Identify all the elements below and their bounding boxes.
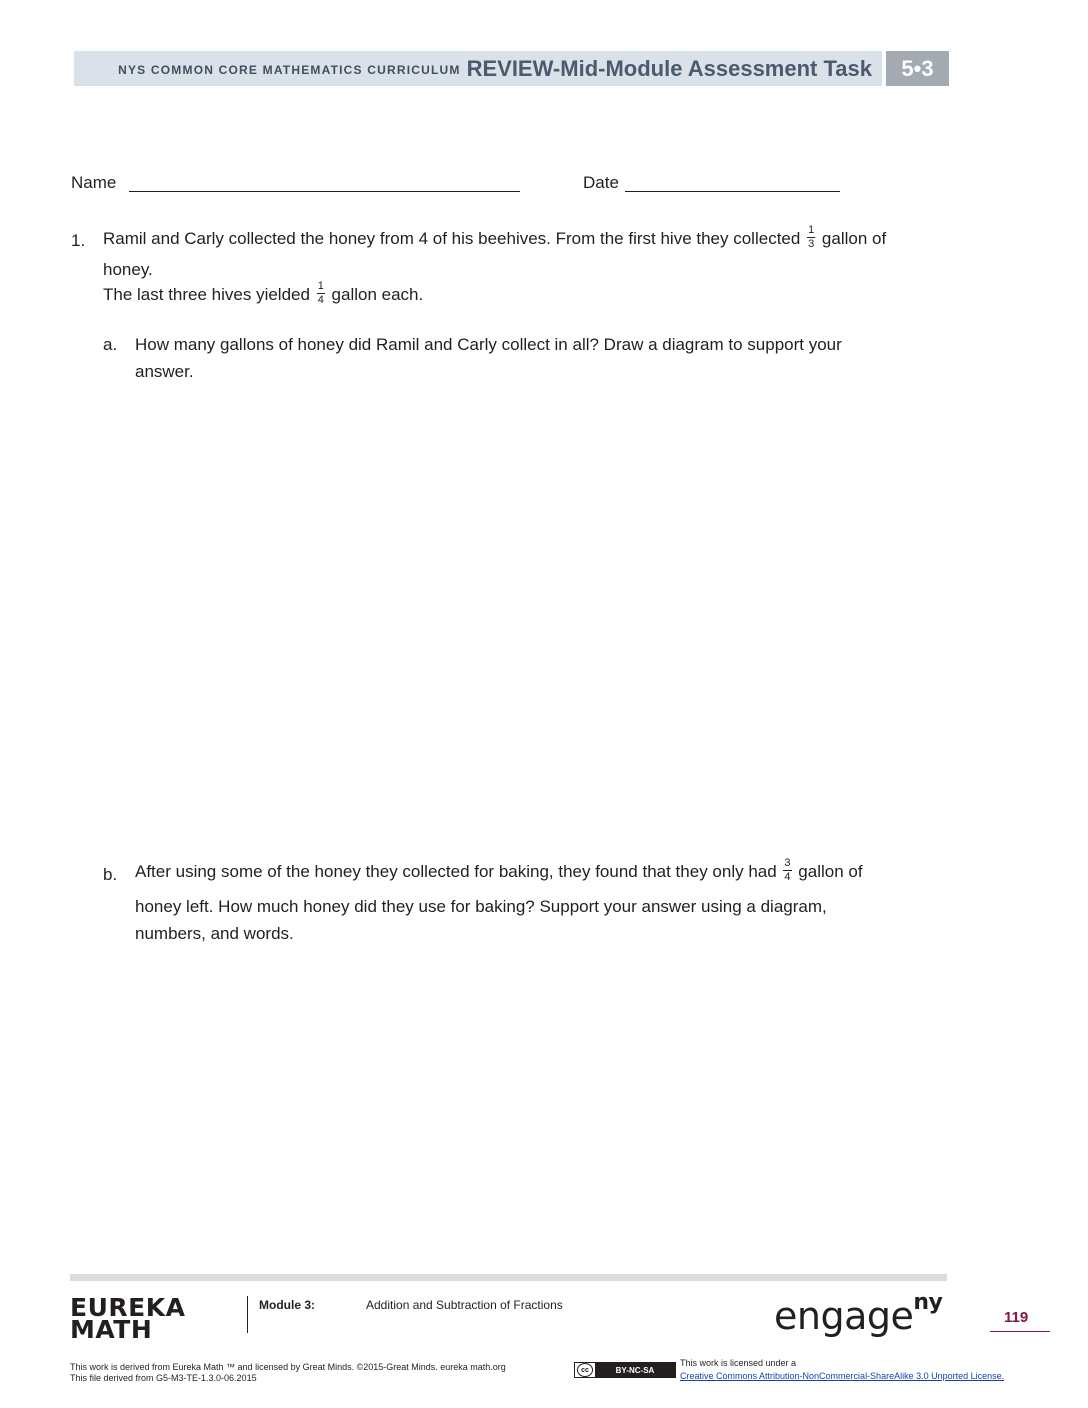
problem-text-line1-end: gallon of xyxy=(821,228,887,248)
page-number-underline xyxy=(990,1331,1050,1332)
license-link[interactable]: Creative Commons Attribution-NonCommercial-ShareAlike 3.0 Unported License. xyxy=(680,1371,1005,1381)
ny-text: ny xyxy=(913,1290,943,1316)
credit-line2: This file derived from G5-M3-TE-1.3.0-06.2015 xyxy=(70,1373,257,1383)
problem-text-line3 xyxy=(103,280,424,308)
date-label: Date xyxy=(583,173,619,192)
logo-line2: MATH xyxy=(70,1315,153,1344)
fraction-one-third xyxy=(807,225,815,250)
problem-text-line3-end: gallon each. xyxy=(331,284,424,304)
fraction-one-fourth xyxy=(317,281,325,306)
grade-module-badge: 5•3 xyxy=(886,51,949,86)
fraction-numerator: 1 xyxy=(317,280,324,292)
part-a-answer-space[interactable] xyxy=(135,395,935,835)
assessment-title: REVIEW-Mid-Module Assessment Task xyxy=(466,55,872,81)
engage-text: engage xyxy=(774,1294,914,1338)
part-a-letter: a. xyxy=(103,335,118,354)
problem-text-line1 xyxy=(103,224,887,252)
engageny-logo xyxy=(774,1290,943,1338)
part-a-text-line1: How many gallons of honey did Ramil and Carly collect in all? Draw a diagram to support your xyxy=(135,335,842,354)
footer-divider xyxy=(247,1296,248,1333)
logo-line1: EUREKA xyxy=(70,1293,186,1322)
eureka-math-logo xyxy=(70,1293,186,1344)
fraction-denominator: 4 xyxy=(784,871,791,883)
part-b-text-line3: numbers, and words. xyxy=(135,924,294,943)
license-line1: This work is licensed under a xyxy=(680,1358,797,1368)
fraction-numerator: 1 xyxy=(808,224,815,236)
part-b-text-line1-start: After using some of the honey they collected for baking, they found that they only had xyxy=(135,861,777,881)
part-b-text-line2: honey left. How much honey did they use for baking? Support your answer using a diagram, xyxy=(135,897,827,916)
problem-text-line3-start: The last three hives yielded xyxy=(103,284,310,304)
credit-line1: This work is derived from Eureka Math ™ and licensed by Great Minds. ©2015-Great Minds. eureka math.org xyxy=(70,1362,506,1372)
name-field[interactable] xyxy=(129,191,520,192)
creative-commons-badge xyxy=(574,1362,676,1378)
fraction-denominator: 3 xyxy=(808,238,815,250)
part-b-answer-space[interactable] xyxy=(135,955,935,1255)
module-title: Addition and Subtraction of Fractions xyxy=(366,1298,563,1312)
curriculum-label: NYS COMMON CORE MATHEMATICS CURRICULUM xyxy=(118,63,461,77)
part-b-text-line1 xyxy=(135,857,863,885)
header-banner xyxy=(74,51,882,86)
cc-icon: cc xyxy=(577,1363,593,1377)
problem-number: 1. xyxy=(71,231,86,250)
problem-text-line2: honey. xyxy=(103,260,153,279)
fraction-denominator: 4 xyxy=(317,294,324,306)
date-field[interactable] xyxy=(625,191,840,192)
part-b-letter: b. xyxy=(103,865,118,884)
fraction-numerator: 3 xyxy=(784,857,791,869)
fraction-three-fourths xyxy=(783,858,791,883)
part-b-text-line1-end: gallon of xyxy=(798,861,863,881)
name-label: Name xyxy=(71,173,117,192)
module-label: Module 3: xyxy=(259,1298,315,1312)
problem-text-line1-start: Ramil and Carly collected the honey from 4 of his beehives. From the first hive they collected xyxy=(103,228,801,248)
part-a-text-line2: answer. xyxy=(135,362,194,381)
page-number: 119 xyxy=(1004,1309,1029,1326)
footer-rule xyxy=(70,1274,947,1281)
cc-badge-text: BY-NC-SA xyxy=(595,1363,675,1377)
